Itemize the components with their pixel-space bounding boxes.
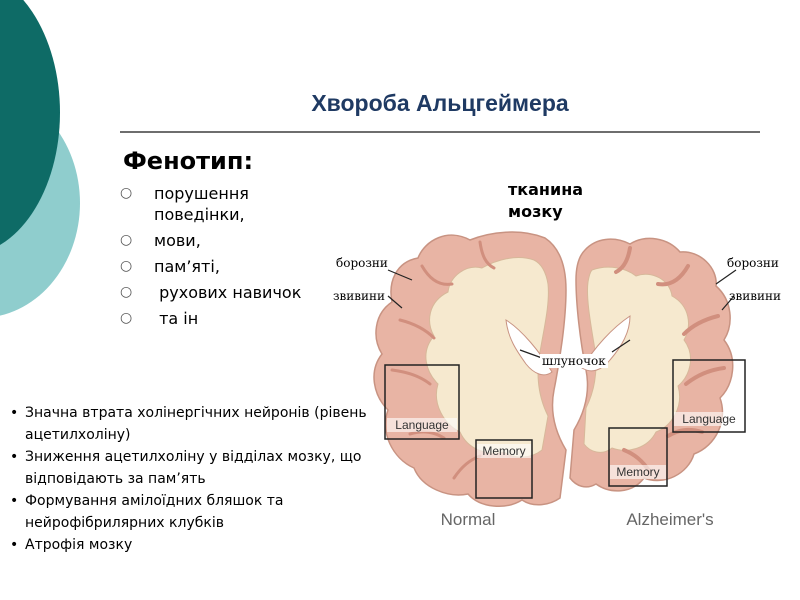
- alzheimers-caption: Alzheimer's: [626, 510, 714, 529]
- ventricle-label: шлуночок: [542, 354, 606, 368]
- list-item: • Зниження ацетилхоліну у відділах мозку, що відповідають за пам’ять: [10, 446, 370, 490]
- list-item: • Формування амілоїдних бляшок та нейрофібрилярних клубків: [10, 490, 370, 534]
- slide-title: Хвороба Альцгеймера: [311, 90, 569, 116]
- normal-caption: Normal: [440, 510, 496, 529]
- language-label-left: Language: [387, 418, 457, 432]
- title-divider: [120, 131, 760, 133]
- phenotype-heading: Фенотип:: [123, 147, 254, 175]
- circle-bullet-icon: ○: [120, 185, 133, 201]
- list-item: ○ рухових навичок: [120, 283, 302, 302]
- gyri-label-left: звивини: [333, 289, 386, 303]
- gyri-label-right: звивини: [729, 289, 782, 303]
- bullet-dot-icon: •: [10, 449, 19, 465]
- list-item: ○ та ін: [120, 309, 199, 328]
- bullet-dot-icon: •: [10, 493, 19, 509]
- sulci-label-left: борозни: [336, 256, 388, 270]
- list-item: • Значна втрата холінергічних нейронів (рівень ацетилхоліну): [10, 402, 370, 446]
- phenotype-list: [120, 183, 320, 334]
- memory-label-left: Memory: [477, 444, 531, 458]
- memory-label-right: Memory: [610, 465, 666, 479]
- brain-tissue-label: тканина мозку: [508, 180, 584, 221]
- circle-bullet-icon: ○: [120, 310, 133, 326]
- circle-bullet-icon: ○: [120, 232, 133, 248]
- list-item: ○ мови,: [120, 231, 201, 250]
- normal-hemisphere: [374, 232, 566, 506]
- list-item: • Атрофія мозку: [10, 534, 370, 556]
- sulci-label-right: борозни: [727, 256, 779, 270]
- facts-list: [10, 402, 370, 556]
- list-item: ○ пам’яті,: [120, 257, 220, 276]
- language-label-right: Language: [674, 412, 744, 426]
- brain-cross-section-figure: [330, 220, 790, 540]
- list-item: ○ порушення поведінки,: [120, 184, 249, 224]
- circle-bullet-icon: ○: [120, 258, 133, 274]
- bullet-dot-icon: •: [10, 537, 19, 553]
- bullet-dot-icon: •: [10, 405, 19, 421]
- circle-bullet-icon: ○: [120, 284, 133, 300]
